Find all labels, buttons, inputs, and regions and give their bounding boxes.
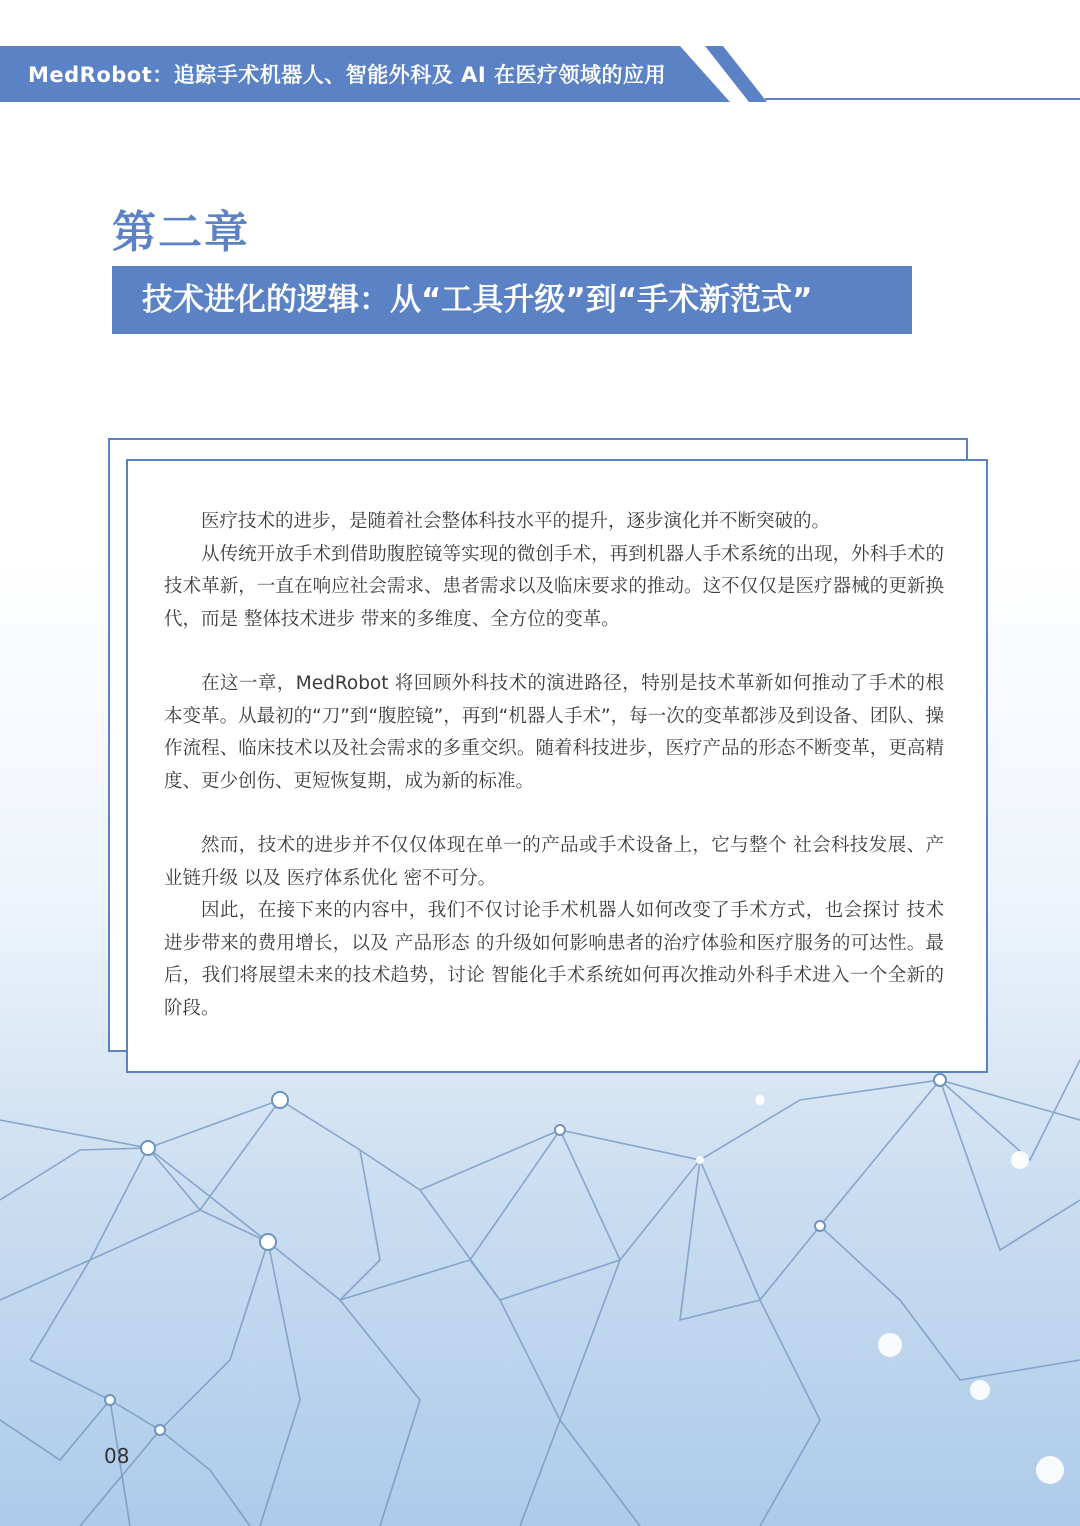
chapter-title-banner — [112, 266, 912, 334]
network-background-graphic — [0, 1000, 1080, 1526]
header-title: MedRobot：追踪手术机器人、智能外科及 AI 在医疗领域的应用 — [28, 63, 666, 87]
page-number: 08 — [104, 1444, 130, 1468]
body-paragraph: 从传统开放手术到借助腹腔镜等实现的微创手术，再到机器人手术系统的出现，外科手术的技术革新，一直在响应社会需求、患者需求以及临床要求的推动。这不仅仅是医疗器械的更新换代，而是 整体技术进步 带来的多维度、全方位的变革。 — [164, 543, 944, 630]
body-paragraph: 在这一章，MedRobot 将回顾外科技术的演进路径，特别是技术革新如何推动了手术的根本变革。从最初的“刀”到“腹腔镜”，再到“机器人手术”，每一次的变革都涉及到设备、团队、操作流程、临床技术以及社会需求的多重交织。随着科技进步，医疗产品的形态不断变革，更高精度、更少创伤、更短恢复期，成为新的标准。 — [164, 673, 944, 792]
chapter-label: 第二章 — [112, 207, 250, 258]
body-text — [164, 506, 944, 1025]
header-divider-line — [765, 98, 1080, 100]
body-paragraph: 医疗技术的进步，是随着社会整体科技水平的提升，逐步演化并不断突破的。 — [201, 511, 831, 532]
body-paragraph: 然而，技术的进步并不仅仅体现在单一的产品或手术设备上，它与整个 社会科技发展、产业链升级 以及 医疗体系优化 密不可分。 — [164, 835, 944, 889]
body-paragraph: 因此，在接下来的内容中，我们不仅讨论手术机器人如何改变了手术方式，也会探讨 技术进步带来的费用增长，以及 产品形态 的升级如何影响患者的治疗体验和医疗服务的可达性。最后，我们将展望未来的技术趋势，讨论 智能化手术系统如何再次推动外科手术进入一个全新的阶段。 — [164, 900, 944, 1019]
chapter-title: 技术进化的逻辑：从“工具升级”到“手术新范式” — [142, 282, 813, 318]
